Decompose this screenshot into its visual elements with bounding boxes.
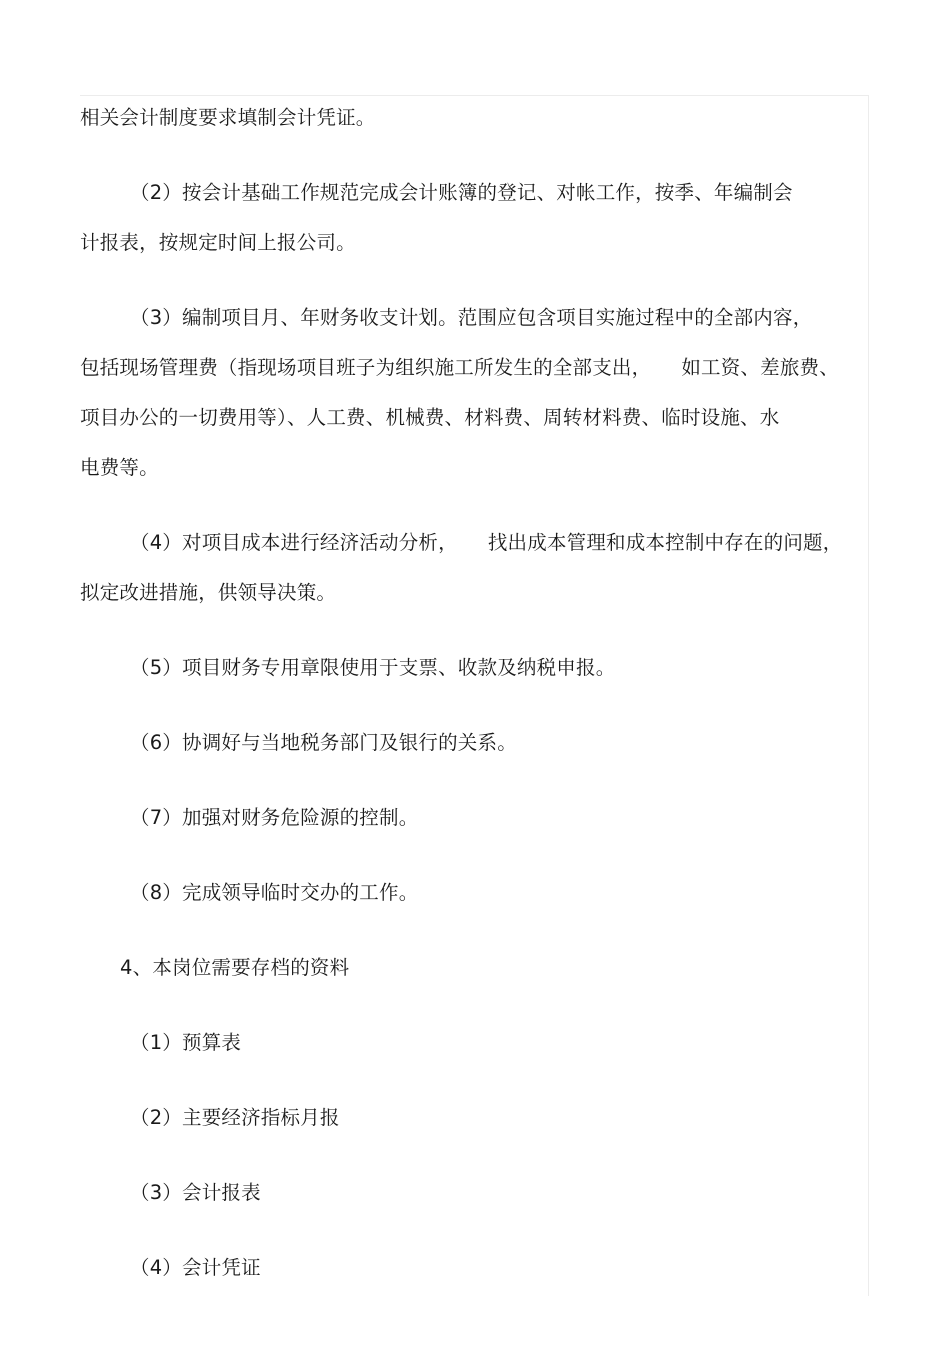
list-item: （4）会计凭证 — [130, 1256, 261, 1279]
paragraph-line: （2）按会计基础工作规范完成会计账簿的登记、对帐工作，按季、年编制会 — [130, 181, 793, 204]
paragraph-line: （3）编制项目月、年财务收支计划。范围应包含项目实施过程中的全部内容， — [130, 306, 813, 329]
paragraph-line: 计报表，按规定时间上报公司。 — [80, 231, 356, 254]
paragraph-line — [80, 525, 870, 575]
list-item: （2）主要经济指标月报 — [130, 1106, 340, 1129]
paragraph-line: （8）完成领导临时交办的工作。 — [130, 881, 419, 904]
paragraph-line: （7）加强对财务危险源的控制。 — [130, 806, 419, 829]
list-item: （3）会计报表 — [130, 1181, 261, 1204]
paragraph-line: 项目办公的一切费用等）、人工费、机械费、材料费、周转材料费、临时设施、水 — [80, 406, 780, 429]
document-body — [80, 100, 870, 1300]
section-heading: 4、本岗位需要存档的资料 — [120, 956, 350, 979]
paragraph-line: （5）项目财务专用章限使用于支票、收款及纳税申报。 — [130, 656, 616, 679]
text-segment: 包括现场管理费（指现场项目班子为组织施工所发生的全部支出， — [80, 356, 652, 379]
paragraph-line: （6）协调好与当地税务部门及银行的关系。 — [130, 731, 517, 754]
text-segment: 如工资、差旅费、 — [681, 356, 839, 379]
paragraph-line: 相关会计制度要求填制会计凭证。 — [80, 106, 376, 129]
paragraph-line — [80, 350, 870, 400]
list-item: （1）预算表 — [130, 1031, 242, 1054]
paragraph-line: 电费等。 — [80, 456, 159, 479]
text-segment: （4）对项目成本进行经济活动分析， — [130, 531, 458, 554]
text-segment: 找出成本管理和成本控制中存在的问题， — [487, 531, 843, 554]
paragraph-line: 拟定改进措施，供领导决策。 — [80, 581, 337, 604]
